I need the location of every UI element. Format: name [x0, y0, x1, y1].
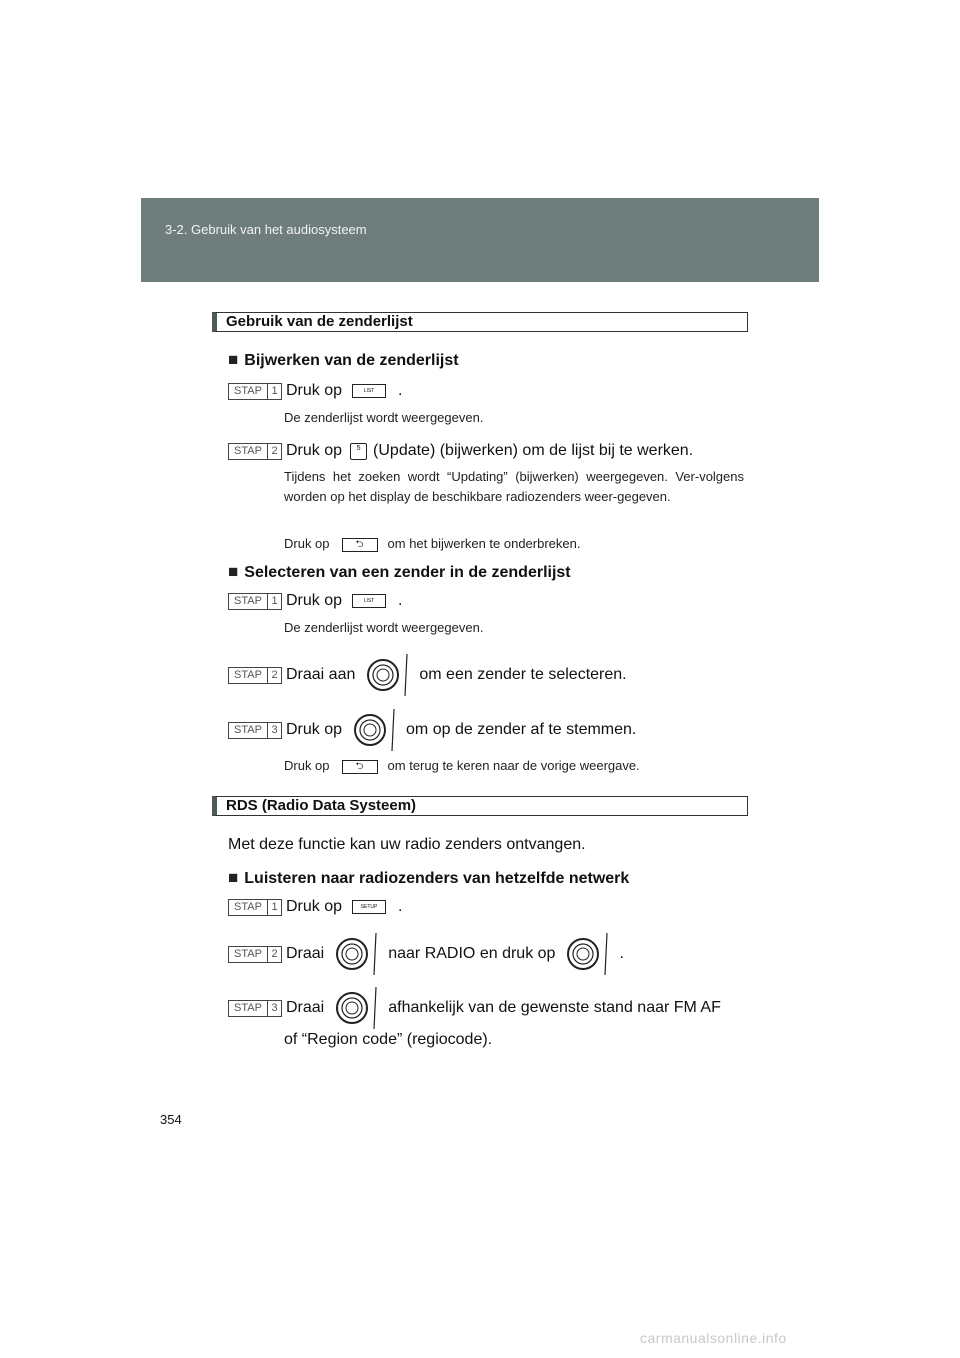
- step-text: (Update) (bijwerken) om de lijst bij te werken.: [373, 442, 694, 459]
- preset-5-button-icon: 5: [350, 443, 367, 460]
- subheading-text: Bijwerken van de zenderlijst: [244, 352, 459, 369]
- step-text: .: [619, 945, 624, 962]
- step-badge: STAP 1: [228, 383, 282, 400]
- back-button-icon: ⮌: [342, 538, 378, 552]
- step-text: .: [398, 592, 403, 609]
- section-intro: Met deze functie kan uw radio zenders ontvangen.: [228, 836, 586, 853]
- step-note: Tijdens het zoeken wordt “Updating” (bijwerken) weergegeven. Ver-volgens worden op het display de beschikbare radiozenders weer-gegeven.: [284, 469, 744, 504]
- step-text: Druk op: [286, 721, 343, 738]
- step-badge: STAP 2: [228, 667, 282, 684]
- step-row: [228, 382, 402, 400]
- step-note-back: Druk op ⮌ om terug te keren naar de vorige weergave.: [284, 758, 640, 773]
- step-badge: STAP 3: [228, 722, 282, 739]
- subheading-netwerk: [228, 868, 629, 888]
- step-text-continued: of “Region code” (regiocode).: [284, 1031, 493, 1048]
- step-row: [228, 652, 627, 698]
- subheading-bijwerken: [228, 350, 459, 370]
- chapter-title: 3-2. Gebruik van het audiosysteem: [165, 222, 367, 237]
- step-text: om op de zender af te stemmen.: [406, 721, 637, 738]
- back-button-icon: ⮌: [342, 760, 378, 774]
- tune-knob-icon: [332, 985, 382, 1031]
- page-number: 354: [160, 1112, 182, 1127]
- step-row: [228, 707, 636, 753]
- step-text: afhankelijk van de gewenste stand naar FM AF: [388, 999, 721, 1016]
- step-text: Draai aan: [286, 666, 356, 683]
- step-row: [228, 442, 693, 460]
- step-row: [228, 931, 624, 977]
- step-note: De zenderlijst wordt weergegeven.: [284, 410, 484, 425]
- square-bullet-icon: ■: [228, 868, 239, 887]
- step-text: naar RADIO en druk op: [388, 945, 556, 962]
- tune-knob-icon: [563, 931, 613, 977]
- square-bullet-icon: ■: [228, 350, 239, 369]
- chapter-header-band: [141, 198, 819, 282]
- step-badge: STAP 3: [228, 1000, 282, 1017]
- section-title-rds: RDS (Radio Data Systeem): [212, 796, 748, 816]
- square-bullet-icon: ■: [228, 562, 239, 581]
- step-text: Druk op: [286, 442, 343, 459]
- step-note: De zenderlijst wordt weergegeven.: [284, 620, 484, 635]
- step-row: [228, 898, 402, 916]
- step-text: Druk op: [286, 382, 343, 399]
- setup-button-icon: SETUP: [352, 900, 386, 914]
- step-row: [228, 592, 402, 610]
- subheading-text: Luisteren naar radiozenders van hetzelfde netwerk: [244, 870, 630, 887]
- step-text: Draai: [286, 999, 325, 1016]
- step-note-cancel: Druk op ⮌ om het bijwerken te onderbreken.: [284, 536, 581, 551]
- step-text: om een zender te selecteren.: [419, 666, 627, 683]
- step-text: Draai: [286, 945, 325, 962]
- tune-knob-icon: [332, 931, 382, 977]
- step-row: [228, 985, 721, 1031]
- step-text: .: [398, 382, 403, 399]
- tune-knob-icon: [350, 707, 400, 753]
- subheading-selecteren: [228, 562, 571, 582]
- step-badge: STAP 2: [228, 443, 282, 460]
- subheading-text: Selecteren van een zender in de zenderlijst: [244, 564, 571, 581]
- tune-knob-icon: [363, 652, 413, 698]
- step-badge: STAP 1: [228, 593, 282, 610]
- section-title-zenderlijst: Gebruik van de zenderlijst: [212, 312, 748, 332]
- list-button-icon: LIST: [352, 384, 386, 398]
- step-text: Druk op: [286, 898, 343, 915]
- list-button-icon: LIST: [352, 594, 386, 608]
- step-badge: STAP 2: [228, 946, 282, 963]
- step-badge: STAP 1: [228, 899, 282, 916]
- watermark: carmanualsonline.info: [640, 1330, 787, 1346]
- step-text: Druk op: [286, 592, 343, 609]
- step-text: .: [398, 898, 403, 915]
